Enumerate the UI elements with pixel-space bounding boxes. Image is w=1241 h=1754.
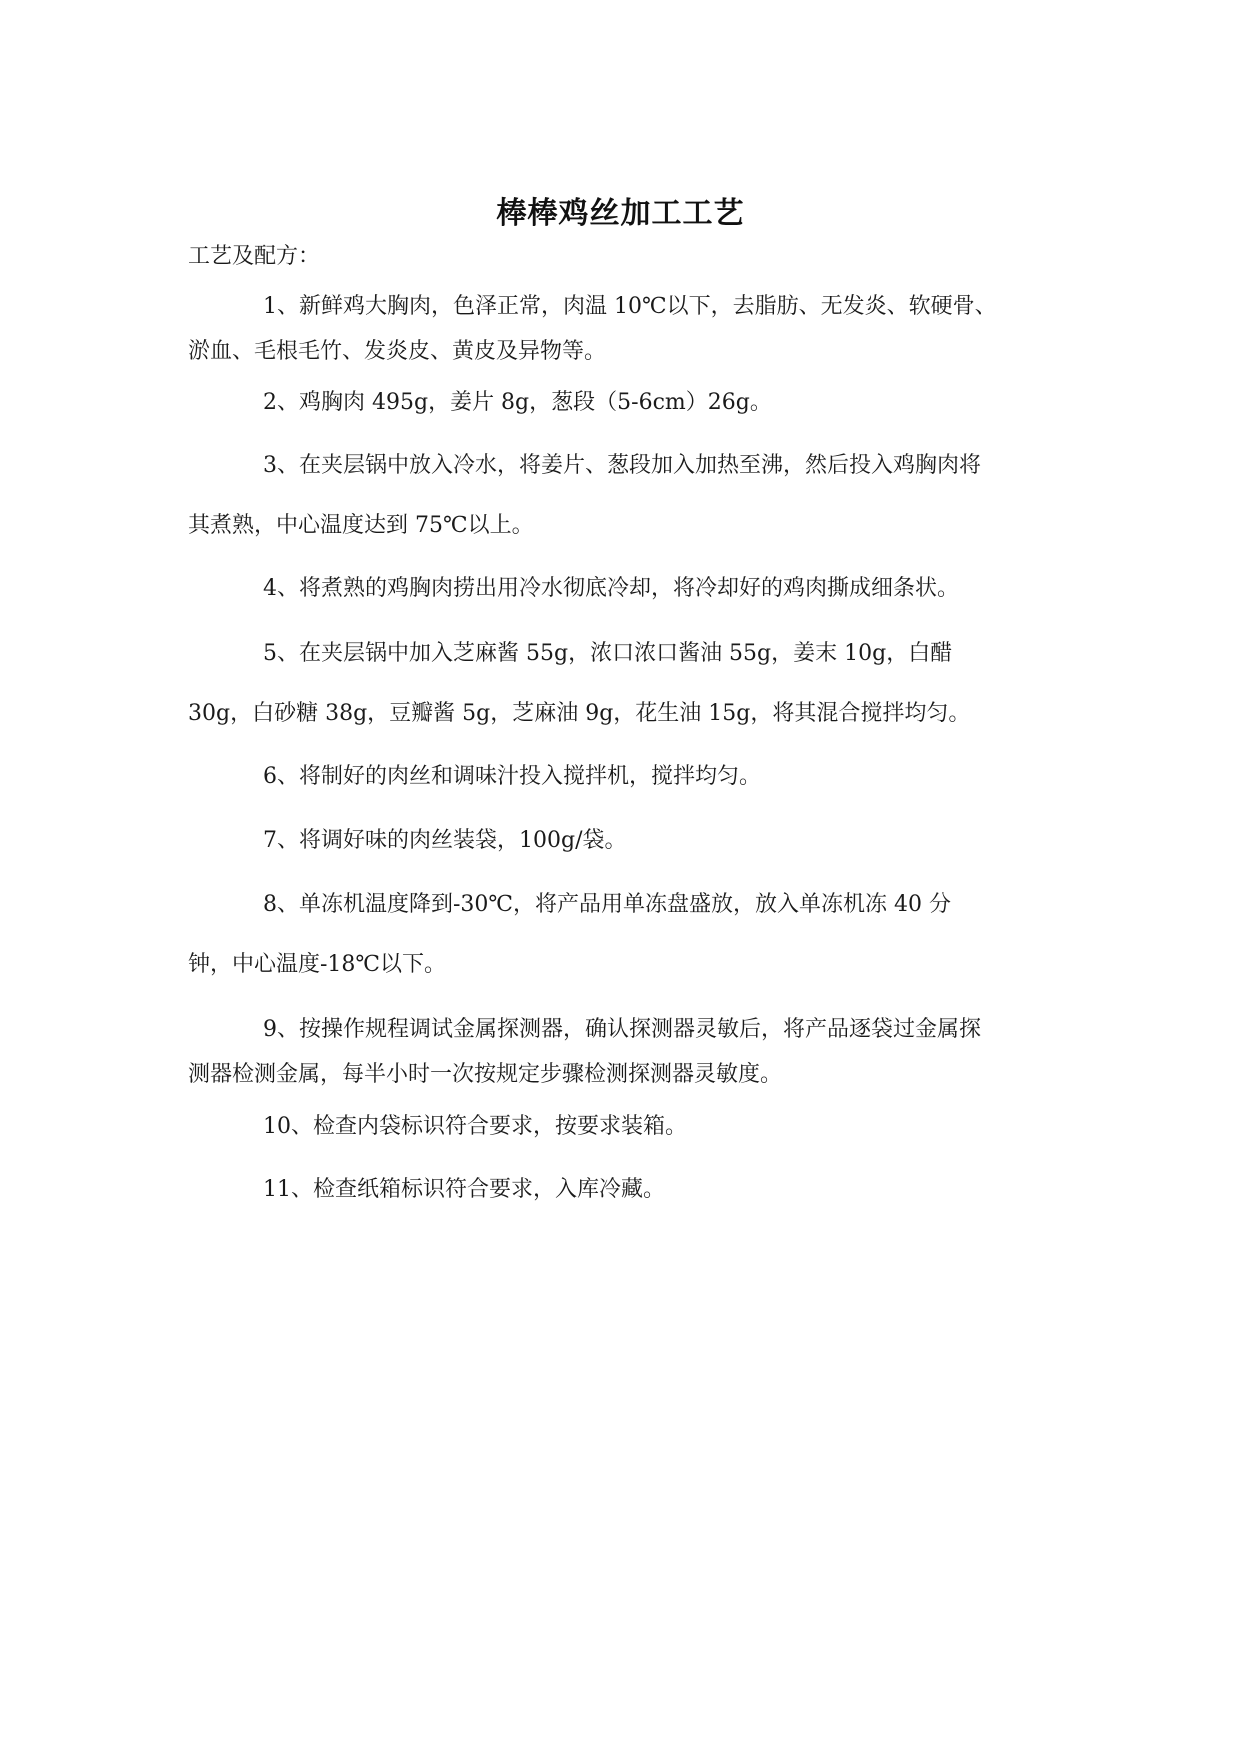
intro-text: 工艺及配方： <box>188 244 321 269</box>
step-5-line-1: 5、在夹层锅中加入芝麻酱 55g，浓口浓口酱油 55g，姜末 10g，白醋 <box>263 641 953 666</box>
step-1-line-1: 1、新鲜鸡大胸肉，色泽正常，肉温 10℃以下，去脂肪、无发炎、软硬骨、 <box>263 294 997 319</box>
step-8-line-1: 8、单冻机温度降到-30℃，将产品用单冻盘盛放，放入单冻机冻 40 分 <box>263 892 952 917</box>
step-10-line-1: 10、检查内袋标识符合要求，按要求装箱。 <box>263 1114 687 1139</box>
step-7-line-1: 7、将调好味的肉丝装袋，100g/袋。 <box>263 828 627 853</box>
step-11-line-1: 11、检查纸箱标识符合要求，入库冷藏。 <box>263 1177 665 1202</box>
step-9-line-2: 测器检测金属，每半小时一次按规定步骤检测探测器灵敏度。 <box>188 1062 783 1087</box>
step-1-line-2: 淤血、毛根毛竹、发炎皮、黄皮及异物等。 <box>188 339 607 364</box>
step-5-line-2: 30g，白砂糖 38g，豆瓣酱 5g，芝麻油 9g，花生油 15g，将其混合搅拌均匀。 <box>188 701 971 726</box>
step-4-line-1: 4、将煮熟的鸡胸肉捞出用冷水彻底冷却，将冷却好的鸡肉撕成细条状。 <box>263 576 959 601</box>
step-6-line-1: 6、将制好的肉丝和调味汁投入搅拌机，搅拌均匀。 <box>263 764 761 789</box>
step-2-line-1: 2、鸡胸肉 495g，姜片 8g，葱段（5-6cm）26g。 <box>263 390 772 415</box>
document-title: 棒棒鸡丝加工工艺 <box>496 196 745 231</box>
step-9-line-1: 9、按操作规程调试金属探测器，确认探测器灵敏后，将产品逐袋过金属探 <box>263 1017 981 1042</box>
step-3-line-2: 其煮熟，中心温度达到 75℃以上。 <box>188 513 534 538</box>
step-3-line-1: 3、在夹层锅中放入冷水，将姜片、葱段加入加热至沸，然后投入鸡胸肉将 <box>263 453 981 478</box>
step-8-line-2: 钟，中心温度-18℃以下。 <box>188 952 447 977</box>
